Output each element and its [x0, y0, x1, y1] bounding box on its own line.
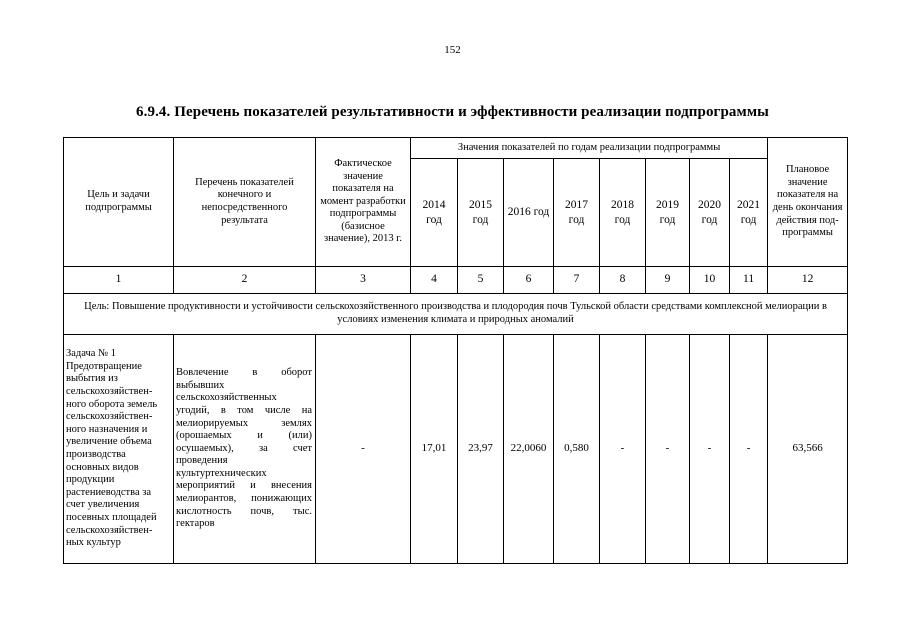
header-planned-value: Плановое значение показателя на день окончания действия под-программы	[768, 138, 848, 267]
value-2019: -	[646, 335, 690, 564]
year-2019: 2019 год	[646, 159, 690, 267]
column-number: 7	[554, 267, 600, 294]
column-number: 1	[64, 267, 174, 294]
value-2017: 0,580	[554, 335, 600, 564]
header-row	[64, 138, 848, 159]
planned-value: 63,566	[768, 335, 848, 564]
header-goal: Цель и задачи подпрограммы	[64, 138, 174, 267]
document-title: 6.9.4. Перечень показателей результативности и эффективности реализации подпрограммы	[136, 104, 769, 120]
table-row	[64, 335, 848, 564]
goal-statement: Цель: Повышение продуктивности и устойчивости сельскохозяйственного производства и плодородия почв Тульской области средствами комплексной мелиорации в условиях изменения климата и природных аномалий	[64, 294, 848, 335]
column-number: 3	[316, 267, 411, 294]
column-number: 11	[730, 267, 768, 294]
value-2020: -	[690, 335, 730, 564]
indicators-table	[63, 137, 848, 564]
column-number: 5	[458, 267, 504, 294]
year-2016: 2016 год	[504, 159, 554, 267]
column-number: 12	[768, 267, 848, 294]
year-2017: 2017 год	[554, 159, 600, 267]
column-numbers-row	[64, 267, 848, 294]
goal-row	[64, 294, 848, 335]
header-actual-value: Фактическое значение показателя на момент разработки подпрограммы (базисное значение), 2013 г.	[316, 138, 411, 267]
indicator-description: Вовлечение в оборот выбывших сельскохозяйственных угодий, в том числе на мелиорируемых землях (орошаемых и (или) осушаемых), за счет проведения культуртехнических мероприятий и внесения мелиорантов, понижающих кислотность почв, тыс. гектаров	[174, 335, 316, 564]
year-2018: 2018 год	[600, 159, 646, 267]
column-number: 8	[600, 267, 646, 294]
header-indicator: Перечень показателей конечного и непосредственного результата	[174, 138, 316, 267]
column-number: 2	[174, 267, 316, 294]
year-2015: 2015 год	[458, 159, 504, 267]
column-number: 4	[411, 267, 458, 294]
year-2020: 2020 год	[690, 159, 730, 267]
task-description: Задача № 1 Предотвращение выбытия из сельскохозяйствен-ного оборота земель сельскохозяйствен-ного назначения и увеличение объема производства основных видов продукции растениеводства за счет увеличения посевных площадей сельскохозяйствен-ных культур	[64, 335, 174, 564]
header-years-group: Значения показателей по годам реализации подпрограммы	[411, 138, 768, 159]
value-2014: 17,01	[411, 335, 458, 564]
value-2015: 23,97	[458, 335, 504, 564]
value-2018: -	[600, 335, 646, 564]
page-number: 152	[444, 44, 461, 56]
column-number: 10	[690, 267, 730, 294]
year-2014: 2014 год	[411, 159, 458, 267]
value-2016: 22,0060	[504, 335, 554, 564]
column-number: 6	[504, 267, 554, 294]
year-2021: 2021 год	[730, 159, 768, 267]
value-2021: -	[730, 335, 768, 564]
column-number: 9	[646, 267, 690, 294]
base-value-2013: -	[316, 335, 411, 564]
